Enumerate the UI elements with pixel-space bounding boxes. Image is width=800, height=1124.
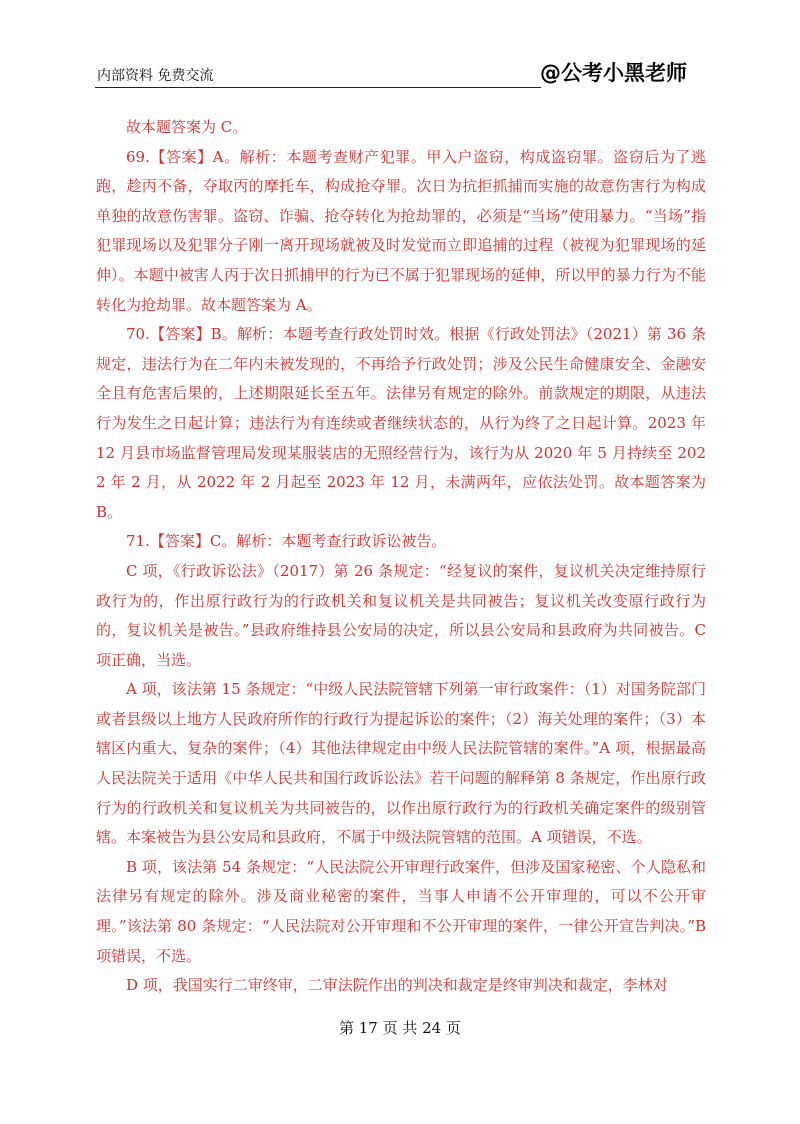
paragraph-option-c: C 项，《行政诉讼法》（2017）第 26 条规定：“经复议的案件，复议机关决定维持原行政行为的，作出原行政行为的行政机关和复议机关是共同被告；复议机关改变原行政行为的，复议机关是被告。”县政府维持县公安局的决定，所以县公安局和县政府为共同被告。C 项正确，当选。: [96, 561, 706, 669]
header-divider: [95, 87, 541, 88]
paragraph-answer-69: 69.【答案】A。解析：本题考查财产犯罪。甲入户盗窃，构成盗窃罪。盗窃后为了逃跑，趁丙不备，夺取丙的摩托车，构成抢夺罪。次日为抗拒抓捕而实施的故意伤害行为构成单独的故意伤害罪。盗窃、诈骗、抢夺转化为抢劫罪的，必须是“当场”使用暴力。“当场”指犯罪现场以及犯罪分子刚一离开现场就被及时发觉而立即追捕的过程（被视为犯罪现场的延伸）。本题中被害人丙于次日抓捕甲的行为已不属于犯罪现场的延伸，所以甲的暴力行为不能转化为抢劫罪。故本题答案为 A。: [96, 147, 706, 314]
paragraph-c-conclusion: 故本题答案为 C。: [126, 118, 248, 136]
paragraph-answer-70: 70.【答案】B。解析：本题考查行政处罚时效。根据《行政处罚法》（2021）第 36 条规定，违法行为在二年内未被发现的，不再给予行政处罚；涉及公民生命健康安全、金融安全且有危害后果的，上述期限延长至五年。法律另有规定的除外。前款规定的期限，从违法行为发生之日起计算；违法行为有连续或者继续状态的，从行为终了之日起计算。2023 年 12 月县市场监督管理局发现某服装店的无照经营行为，该行为从 2020 年 5 月持续至 2022 年 2 月，从 2022 年 2 月起至 2023 年 12 月，未满两年，应依法处罚。故本题答案为 B。: [96, 325, 706, 521]
paragraph-option-d: D 项，我国实行二审终审，二审法院作出的判决和裁定是终审判决和裁定，李林对: [126, 976, 668, 995]
document-body: [96, 113, 706, 1001]
header-watermark: @公考小黑老师: [540, 61, 687, 85]
paragraph-option-b: B 项，该法第 54 条规定：“人民法院公开审理行政案件，但涉及国家秘密、个人隐私和法律另有规定的除外。涉及商业秘密的案件，当事人申请不公开审理的，可以不公开审理。”该法第 80 条规定：“人民法院对公开审理和不公开审理的案件，一律公开宣告判决。”B 项错误，不选。: [96, 857, 706, 965]
header-note: 内部资料 免费交流: [97, 68, 214, 84]
paragraph-option-a: A 项，该法第 15 条规定：“中级人民法院管辖下列第一审行政案件：（1）对国务院部门或者县级以上地方人民政府所作的行政行为提起诉讼的案件；（2）海关处理的案件；（3）本辖区内重大、复杂的案件；（4）其他法律规定由中级人民法院管辖的案件。”A 项，根据最高人民法院关于适用《中华人民共和国行政诉讼法》若干问题的解释第 8 条规定，作出原行政行为的行政机关和复议机关为共同被告的，以作出原行政行为的行政机关确定案件的级别管辖。本案被告为县公安局和县政府，不属于中级法院管辖的范围。A 项错误，不选。: [96, 680, 706, 847]
page-number: 第 17 页 共 24 页: [338, 1019, 461, 1037]
paragraph-answer-71: 71.【答案】C。解析：本题考查行政诉讼被告。: [126, 532, 447, 551]
